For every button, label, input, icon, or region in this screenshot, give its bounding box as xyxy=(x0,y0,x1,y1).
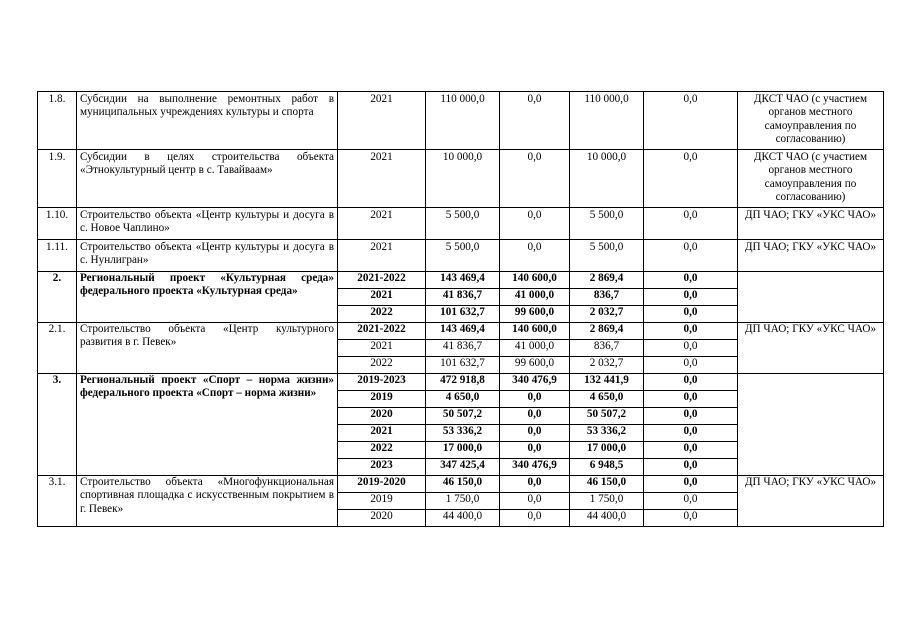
period-cell: 2021-2022 xyxy=(338,272,426,289)
table-row xyxy=(38,208,884,240)
federal-budget-cell: 0,0 xyxy=(500,476,570,493)
federal-budget-cell: 340 476,9 xyxy=(500,374,570,391)
other-sources-cell: 0,0 xyxy=(644,374,738,391)
regional-budget-cell: 53 336,2 xyxy=(570,425,644,442)
regional-budget-cell: 17 000,0 xyxy=(570,442,644,459)
period-cell: 2019 xyxy=(338,391,426,408)
federal-budget-cell: 0,0 xyxy=(500,208,570,240)
federal-budget-cell: 99 600,0 xyxy=(500,357,570,374)
total-cell: 4 650,0 xyxy=(426,391,500,408)
total-cell: 41 836,7 xyxy=(426,289,500,306)
other-sources-cell: 0,0 xyxy=(644,493,738,510)
responsible-executor: ДП ЧАО; ГКУ «УКС ЧАО» xyxy=(738,323,884,374)
other-sources-cell: 0,0 xyxy=(644,425,738,442)
federal-budget-cell: 140 600,0 xyxy=(500,272,570,289)
regional-budget-cell: 836,7 xyxy=(570,289,644,306)
other-sources-cell: 0,0 xyxy=(644,442,738,459)
row-number: 3. xyxy=(38,374,77,476)
other-sources-cell: 0,0 xyxy=(644,476,738,493)
total-cell: 347 425,4 xyxy=(426,459,500,476)
row-name: Строительство объекта «Центр культуры и досуга в с. Новое Чаплино» xyxy=(77,208,338,240)
regional-budget-cell: 2 869,4 xyxy=(570,272,644,289)
period-cell: 2022 xyxy=(338,442,426,459)
total-cell: 5 500,0 xyxy=(426,208,500,240)
row-name: Строительство объекта «Многофункциональная спортивная площадка с искусственным покрытием в г. Певек» xyxy=(77,476,338,527)
period-cell: 2019 xyxy=(338,493,426,510)
period-cell: 2021 xyxy=(338,150,426,208)
other-sources-cell: 0,0 xyxy=(644,289,738,306)
table-row xyxy=(38,150,884,208)
other-sources-cell: 0,0 xyxy=(644,357,738,374)
total-cell: 110 000,0 xyxy=(426,92,500,150)
regional-budget-cell: 132 441,9 xyxy=(570,374,644,391)
responsible-executor xyxy=(738,374,884,476)
other-sources-cell: 0,0 xyxy=(644,510,738,527)
total-cell: 1 750,0 xyxy=(426,493,500,510)
other-sources-cell: 0,0 xyxy=(644,323,738,340)
regional-budget-cell: 4 650,0 xyxy=(570,391,644,408)
table-row xyxy=(38,476,884,493)
federal-budget-cell: 0,0 xyxy=(500,425,570,442)
row-number: 2. xyxy=(38,272,77,323)
responsible-executor xyxy=(738,272,884,323)
regional-budget-cell: 5 500,0 xyxy=(570,208,644,240)
document-page xyxy=(37,91,883,527)
table-body xyxy=(38,92,884,527)
row-number: 1.11. xyxy=(38,240,77,272)
total-cell: 101 632,7 xyxy=(426,306,500,323)
federal-budget-cell: 0,0 xyxy=(500,408,570,425)
federal-budget-cell: 0,0 xyxy=(500,240,570,272)
regional-budget-cell: 2 032,7 xyxy=(570,306,644,323)
total-cell: 101 632,7 xyxy=(426,357,500,374)
regional-budget-cell: 2 869,4 xyxy=(570,323,644,340)
total-cell: 143 469,4 xyxy=(426,323,500,340)
other-sources-cell: 0,0 xyxy=(644,208,738,240)
federal-budget-cell: 0,0 xyxy=(500,150,570,208)
other-sources-cell: 0,0 xyxy=(644,306,738,323)
program-table xyxy=(37,91,884,527)
federal-budget-cell: 41 000,0 xyxy=(500,289,570,306)
federal-budget-cell: 0,0 xyxy=(500,92,570,150)
federal-budget-cell: 340 476,9 xyxy=(500,459,570,476)
period-cell: 2020 xyxy=(338,408,426,425)
table-row xyxy=(38,240,884,272)
federal-budget-cell: 0,0 xyxy=(500,493,570,510)
total-cell: 46 150,0 xyxy=(426,476,500,493)
period-cell: 2021 xyxy=(338,208,426,240)
responsible-executor: ДКСТ ЧАО (с участием органов местного самоуправления по согласованию) xyxy=(738,92,884,150)
period-cell: 2023 xyxy=(338,459,426,476)
row-name: Субсидии на выполнение ремонтных работ в муниципальных учреждениях культуры и спорта xyxy=(77,92,338,150)
total-cell: 44 400,0 xyxy=(426,510,500,527)
period-cell: 2022 xyxy=(338,357,426,374)
other-sources-cell: 0,0 xyxy=(644,240,738,272)
table-row xyxy=(38,272,884,289)
regional-budget-cell: 1 750,0 xyxy=(570,493,644,510)
regional-budget-cell: 50 507,2 xyxy=(570,408,644,425)
period-cell: 2021 xyxy=(338,92,426,150)
regional-budget-cell: 110 000,0 xyxy=(570,92,644,150)
responsible-executor: ДП ЧАО; ГКУ «УКС ЧАО» xyxy=(738,240,884,272)
row-number: 2.1. xyxy=(38,323,77,374)
total-cell: 5 500,0 xyxy=(426,240,500,272)
responsible-executor: ДП ЧАО; ГКУ «УКС ЧАО» xyxy=(738,476,884,527)
period-cell: 2021 xyxy=(338,425,426,442)
period-cell: 2019-2023 xyxy=(338,374,426,391)
table-row xyxy=(38,323,884,340)
row-name: Субсидии в целях строительства объекта «Этнокультурный центр в с. Тавайваам» xyxy=(77,150,338,208)
period-cell: 2021 xyxy=(338,340,426,357)
row-number: 1.8. xyxy=(38,92,77,150)
regional-budget-cell: 836,7 xyxy=(570,340,644,357)
total-cell: 143 469,4 xyxy=(426,272,500,289)
federal-budget-cell: 0,0 xyxy=(500,510,570,527)
total-cell: 472 918,8 xyxy=(426,374,500,391)
other-sources-cell: 0,0 xyxy=(644,272,738,289)
regional-budget-cell: 5 500,0 xyxy=(570,240,644,272)
other-sources-cell: 0,0 xyxy=(644,340,738,357)
regional-budget-cell: 2 032,7 xyxy=(570,357,644,374)
period-cell: 2021 xyxy=(338,289,426,306)
other-sources-cell: 0,0 xyxy=(644,408,738,425)
row-name: Строительство объекта «Центр культуры и досуга в с. Нунлигран» xyxy=(77,240,338,272)
period-cell: 2021-2022 xyxy=(338,323,426,340)
federal-budget-cell: 0,0 xyxy=(500,442,570,459)
row-number: 1.9. xyxy=(38,150,77,208)
row-name: Региональный проект «Культурная среда» федерального проекта «Культурная среда» xyxy=(77,272,338,323)
total-cell: 17 000,0 xyxy=(426,442,500,459)
total-cell: 50 507,2 xyxy=(426,408,500,425)
other-sources-cell: 0,0 xyxy=(644,92,738,150)
period-cell: 2019-2020 xyxy=(338,476,426,493)
row-number: 3.1. xyxy=(38,476,77,527)
federal-budget-cell: 140 600,0 xyxy=(500,323,570,340)
period-cell: 2021 xyxy=(338,240,426,272)
other-sources-cell: 0,0 xyxy=(644,391,738,408)
responsible-executor: ДКСТ ЧАО (с участием органов местного самоуправления по согласованию) xyxy=(738,150,884,208)
table-row xyxy=(38,92,884,150)
federal-budget-cell: 41 000,0 xyxy=(500,340,570,357)
table-row xyxy=(38,374,884,391)
other-sources-cell: 0,0 xyxy=(644,459,738,476)
total-cell: 41 836,7 xyxy=(426,340,500,357)
regional-budget-cell: 44 400,0 xyxy=(570,510,644,527)
total-cell: 10 000,0 xyxy=(426,150,500,208)
total-cell: 53 336,2 xyxy=(426,425,500,442)
row-number: 1.10. xyxy=(38,208,77,240)
federal-budget-cell: 99 600,0 xyxy=(500,306,570,323)
period-cell: 2020 xyxy=(338,510,426,527)
row-name: Региональный проект «Спорт – норма жизни» федерального проекта «Спорт – норма жизни» xyxy=(77,374,338,476)
period-cell: 2022 xyxy=(338,306,426,323)
federal-budget-cell: 0,0 xyxy=(500,391,570,408)
other-sources-cell: 0,0 xyxy=(644,150,738,208)
regional-budget-cell: 6 948,5 xyxy=(570,459,644,476)
responsible-executor: ДП ЧАО; ГКУ «УКС ЧАО» xyxy=(738,208,884,240)
regional-budget-cell: 46 150,0 xyxy=(570,476,644,493)
row-name: Строительство объекта «Центр культурного развития в г. Певек» xyxy=(77,323,338,374)
regional-budget-cell: 10 000,0 xyxy=(570,150,644,208)
